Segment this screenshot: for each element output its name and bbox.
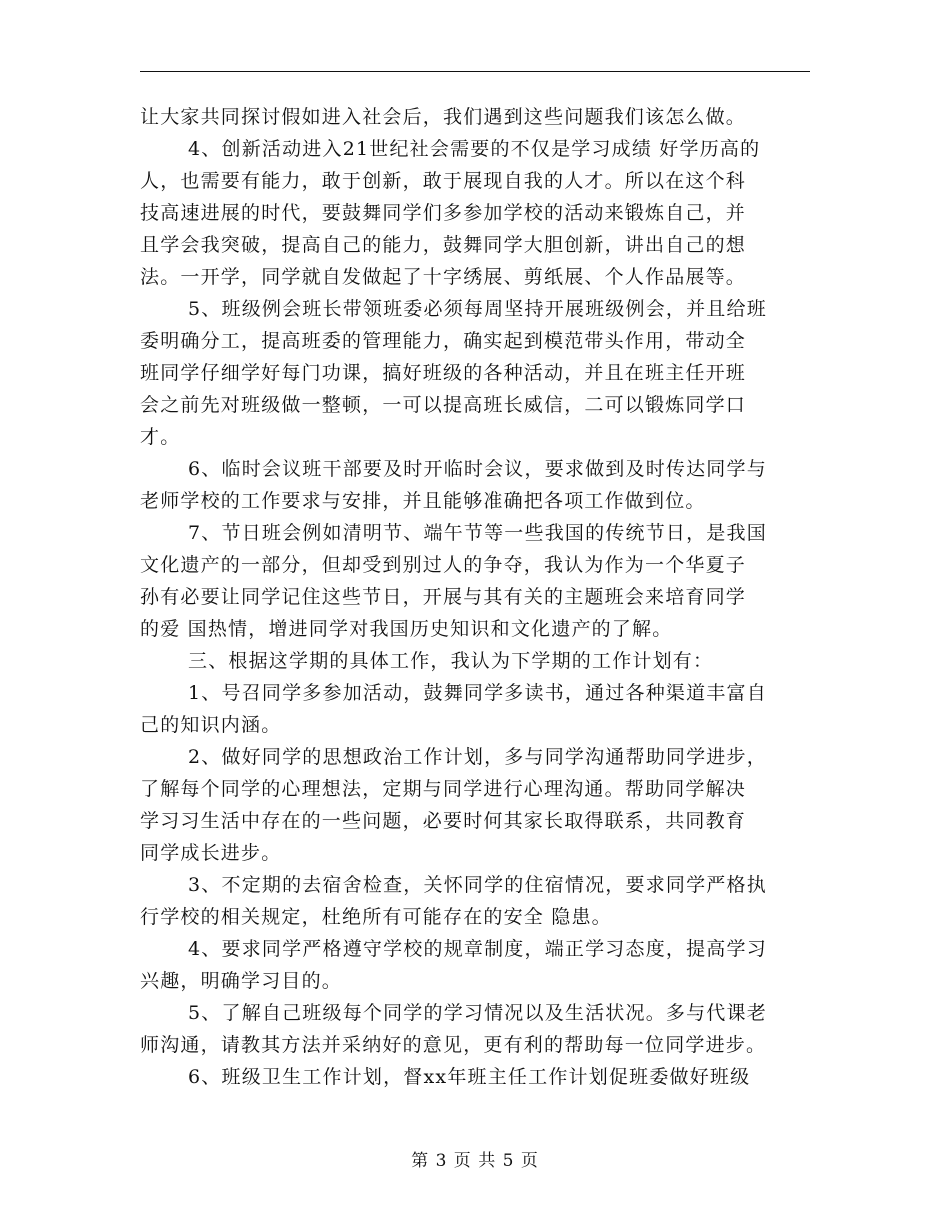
text-line: 班同学仔细学好每门功课，搞好班级的各种活动，并且在班主任开班: [140, 362, 747, 384]
text-line: 会之前先对班级做一整顿，一可以提高班长威信，二可以锻炼同学口: [140, 394, 747, 416]
text-line: 5、了解自己班级每个同学的学习情况以及生活状况。多与代课老: [188, 1002, 767, 1024]
text-line: 让大家共同探讨假如进入社会后，我们遇到这些问题我们该怎么做。: [140, 106, 747, 128]
document-body: [140, 101, 810, 1093]
text-line: 己的知识内涵。: [140, 714, 282, 736]
text-line: 6、临时会议班干部要及时开临时会议，要求做到及时传达同学与: [188, 458, 767, 480]
text-line: 人，也需要有能力，敢于创新，敢于展现自我的人才。所以在这个科: [140, 170, 747, 192]
text-line: 且学会我突破，提高自己的能力，鼓舞同学大胆创新，讲出自己的想: [140, 234, 747, 256]
text-line: 孙有必要让同学记住这些节日，开展与其有关的主题班会来培育同学: [140, 586, 747, 608]
text-line: 委明确分工，提高班委的管理能力，确实起到模范带头作用，带动全: [140, 330, 747, 352]
text-line: 1、号召同学多参加活动，鼓舞同学多读书，通过各种渠道丰富自: [188, 682, 767, 704]
header-rule: [140, 71, 810, 72]
text-line: 学习习生活中存在的一些问题，必要时何其家长取得联系，共同教育: [140, 810, 747, 832]
page-number-footer: 第 3 页 共 5 页: [411, 1151, 539, 1171]
section-heading: 三、根据这学期的具体工作，我认为下学期的工作计划有：: [188, 650, 714, 672]
text-line: 法。一开学，同学就自发做起了十字绣展、剪纸展、个人作品展等。: [140, 266, 747, 288]
text-line: 才。: [140, 426, 181, 448]
text-line: 6、班级卫生工作计划，督xx年班主任工作计划促班委做好班级: [188, 1066, 751, 1088]
text-line: 老师学校的工作要求与安排，并且能够准确把各项工作做到位。: [140, 490, 706, 512]
text-line: 兴趣，明确学习目的。: [140, 970, 343, 992]
text-line: 7、节日班会例如清明节、端午节等一些我国的传统节日，是我国: [188, 522, 767, 544]
text-line: 了解每个同学的心理想法，定期与同学进行心理沟通。帮助同学解决: [140, 778, 747, 800]
text-line: 的爱 国热情，增进同学对我国历史知识和文化遗产的了解。: [140, 618, 673, 640]
text-line: 文化遗产的一部分，但却受到别过人的争夺，我认为作为一个华夏子: [140, 554, 747, 576]
text-line: 3、不定期的去宿舍检查，关怀同学的住宿情况，要求同学严格执: [188, 874, 767, 896]
text-line: 4、要求同学严格遵守学校的规章制度，端正学习态度，提高学习: [188, 938, 767, 960]
text-line: 5、班级例会班长带领班委必须每周坚持开展班级例会，并且给班: [188, 298, 767, 320]
text-line: 2、做好同学的思想政治工作计划，多与同学沟通帮助同学进步，: [188, 746, 767, 768]
text-line: 师沟通，请教其方法并采纳好的意见，更有利的帮助每一位同学进步。: [140, 1034, 767, 1056]
text-line: 4、创新活动进入21世纪社会需要的不仅是学习成绩 好学历高的: [188, 138, 761, 160]
text-line: 行学校的相关规定，杜绝所有可能存在的安全 隐患。: [140, 906, 612, 928]
text-line: 同学成长进步。: [140, 842, 282, 864]
text-line: 技高速进展的时代，要鼓舞同学们多参加学校的活动来锻炼自己，并: [140, 202, 747, 224]
